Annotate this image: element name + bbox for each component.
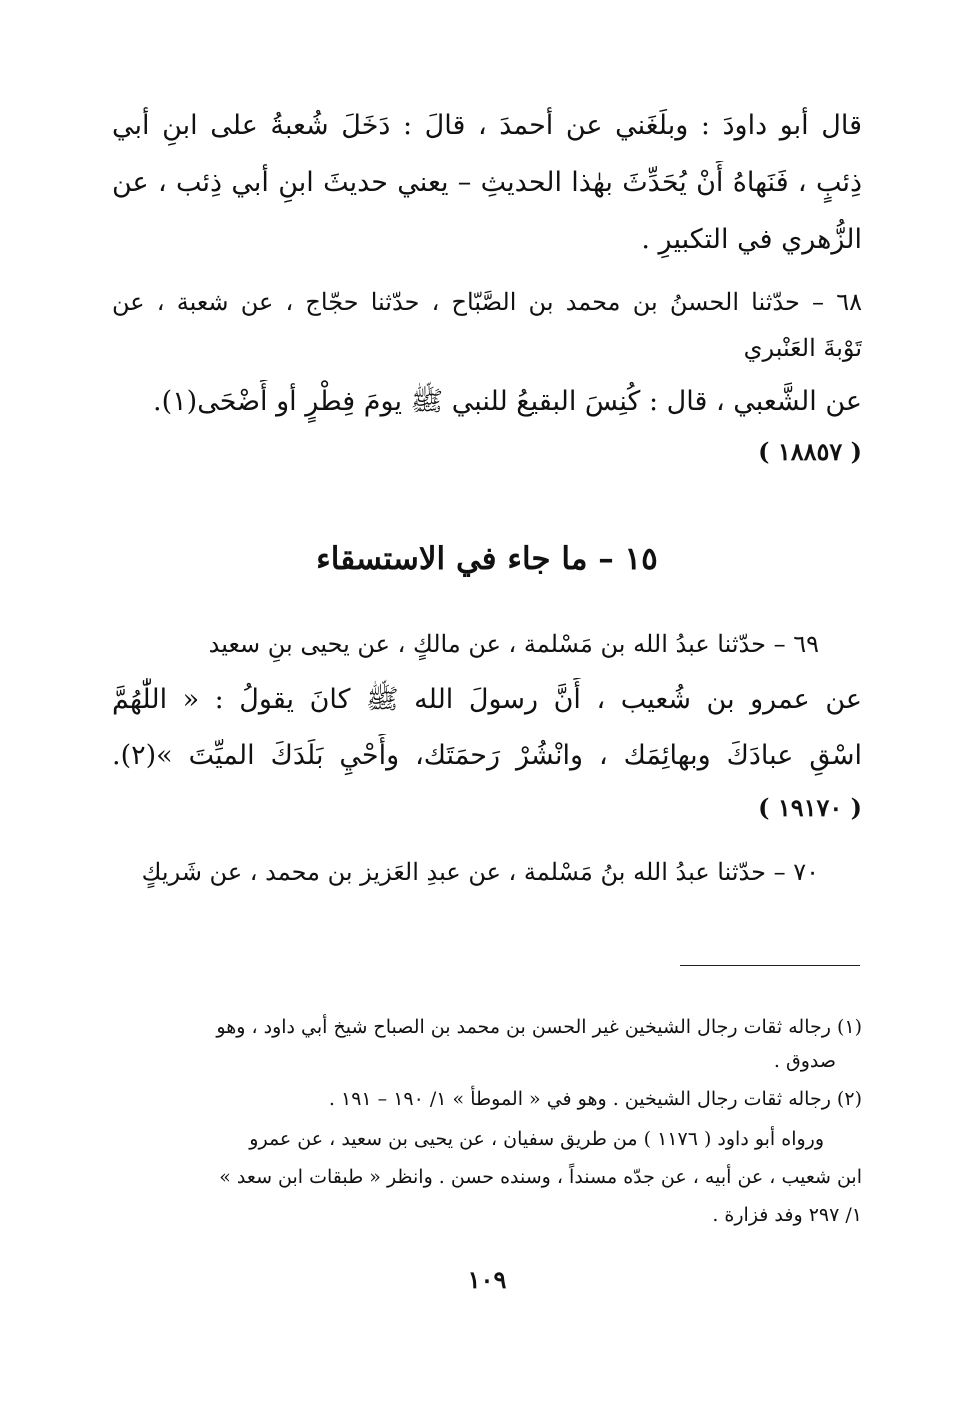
- footnote-divider: [680, 965, 860, 966]
- isnad-line: تَوْبةَ العَنْبري: [743, 334, 862, 362]
- isnad-line: ٦٨ – حدّثنا الحسنُ بن محمد بن الصَّبّاح ، حدّثنا حجّاج ، عن شعبة ، عن: [112, 288, 862, 316]
- matn-line: عن الشَّعبي ، قال : كُنِسَ البقيعُ للنبي ﷺ يومَ فِطْرٍ أو أَضْحَى(١).: [153, 386, 862, 417]
- footnote-line: ابن شعيب ، عن أبيه ، عن جدّه مسنداً ، وسنده حسن . وانظر « طبقات ابن سعد »: [219, 1166, 862, 1188]
- text-line: ذِئبٍ ، فَنَهاهُ أَنْ يُحَدِّثَ بهٰذا الحديثِ – يعني حديثَ ابنِ أبي ذِئب ، عن: [112, 167, 862, 198]
- isnad-line: ٧٠ – حدّثنا عبدُ الله بنُ مَسْلمة ، عن عبدِ العَزيز بن محمد ، عن شَريكٍ: [141, 858, 819, 886]
- matn-line: اسْقِ عبادَكَ وبهائِمَك ، وانْشُرْ رَحمَتَك، وأَحْيِ بَلَدَكَ الميِّتَ »(٢).: [112, 740, 862, 771]
- section-heading: ١٥ – ما جاء في الاستسقاء: [316, 541, 658, 577]
- isnad-line: ٦٩ – حدّثنا عبدُ الله بن مَسْلمة ، عن مالكٍ ، عن يحيى بنِ سعيد: [208, 630, 819, 658]
- matn-line: عن عمرو بن شُعيب ، أَنَّ رسولَ الله ﷺ كانَ يقولُ : « اللّٰهُمَّ: [112, 684, 862, 715]
- page-number: ١٠٩: [467, 1265, 507, 1294]
- footnote-line: ١/ ٢٩٧ وفد فزارة .: [712, 1204, 862, 1226]
- hadith-reference-number: ( ١٩١٧٠ ): [758, 793, 862, 822]
- hadith-reference-number: ( ١٨٨٥٧ ): [758, 437, 862, 466]
- text-line: قال أبو داودَ : وبلَغَني عن أحمدَ ، قالَ : دَخَلَ شُعبةُ على ابنِ أبي: [112, 110, 862, 141]
- footnote-line: (١) رجاله ثقات رجال الشيخين غير الحسن بن محمد بن الصباح شيخ أبي داود ، وهو: [216, 1016, 862, 1038]
- footnote-line: (٢) رجاله ثقات رجال الشيخين . وهو في « الموطأ » ١/ ١٩٠ – ١٩١ .: [328, 1088, 862, 1110]
- footnote-line: ورواه أبو داود ( ١١٧٦ ) من طريق سفيان ، عن يحيى بن سعيد ، عن عمرو: [249, 1128, 824, 1150]
- text-line: الزُّهري في التكبيرِ .: [641, 224, 862, 255]
- footnote-line: صدوق .: [773, 1050, 836, 1072]
